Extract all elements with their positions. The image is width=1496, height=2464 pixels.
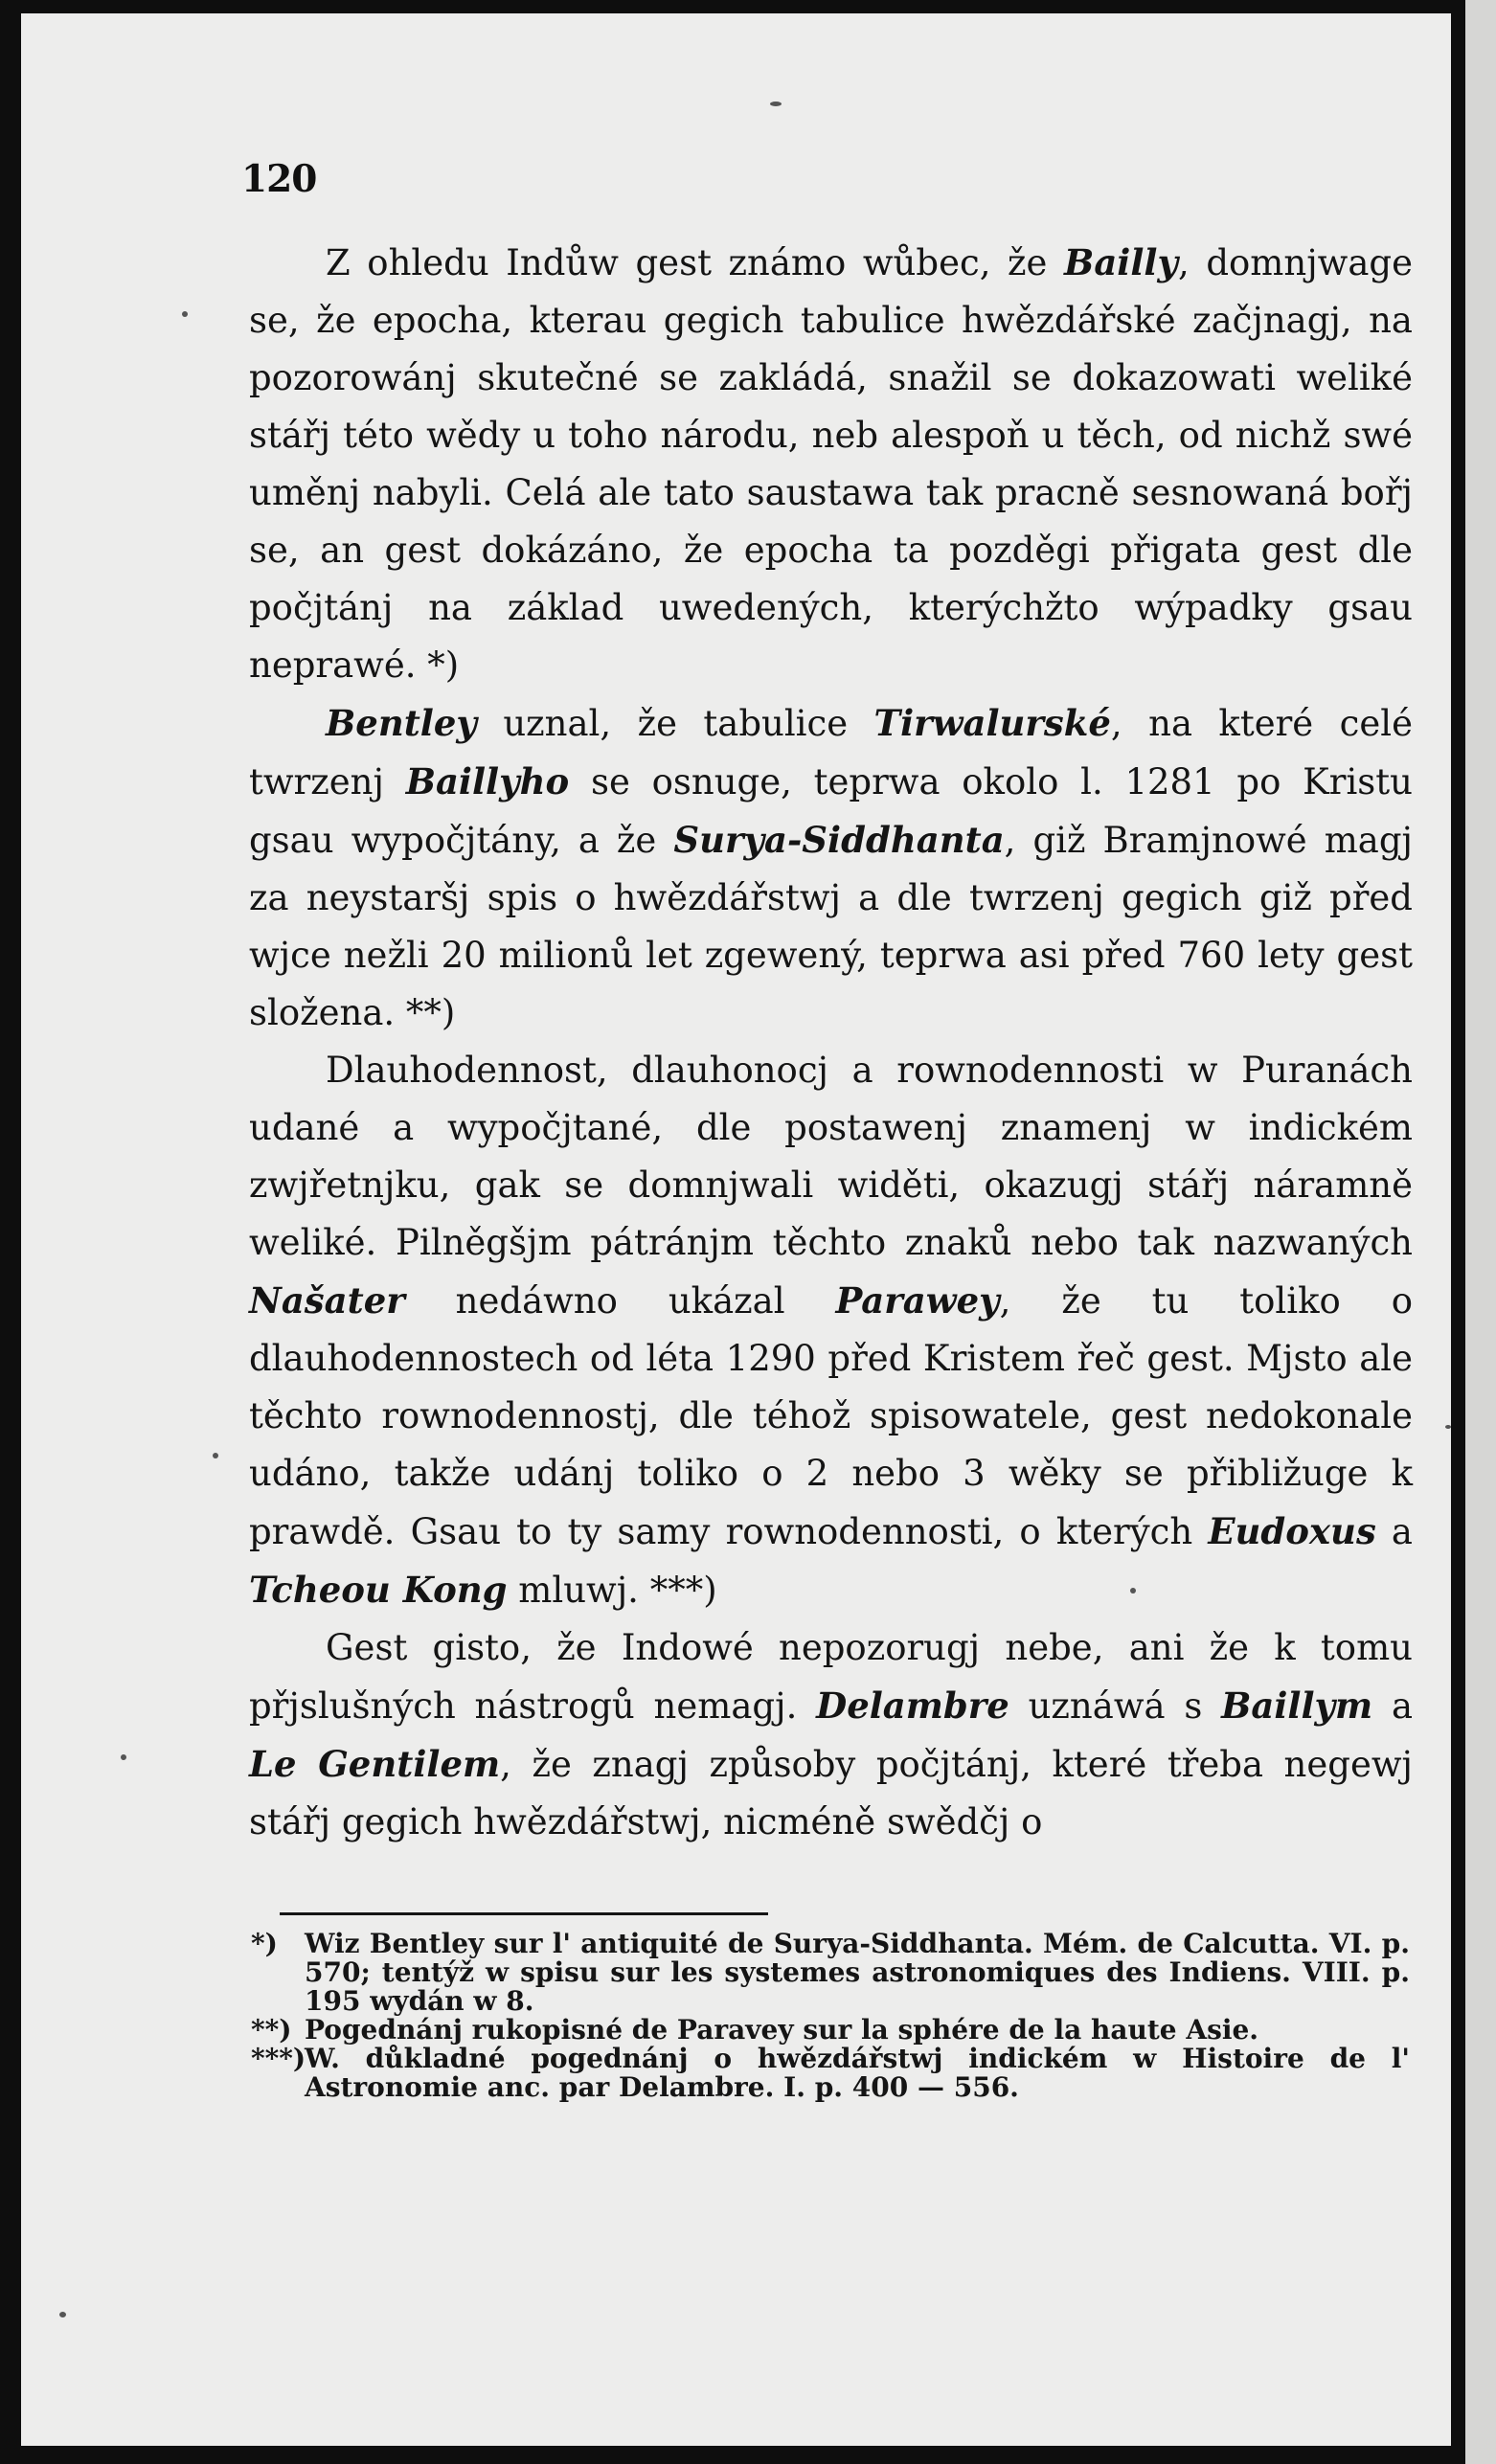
text-run: Gest gisto, že Indowé nepozorugj nebe, ani že k tomu přjslušných nástrogů nemagj. [249,1627,1413,1727]
paragraph [249,234,1413,694]
body-text [249,234,1413,1851]
paper-speck [121,1754,126,1760]
footnote-text: Pogednánj rukopisné de Paravey sur la sphére de la haute Asie. [305,2014,1259,2046]
footnote-mark: ***) [251,2043,306,2074]
paper-speck [1130,1588,1136,1594]
text-run: , na které celé twrzenj [249,703,1413,802]
italic-name: Tcheou Kong [249,1569,508,1611]
paper-speck [770,102,782,106]
text-run: , giž Bramjnowé magj za neystaršj spis o hwězdářstwj a dle twrzenj gegich giž před wjce nežli 20 milionů let zgewený, teprwa asi před 760 lety gest složena. **) [249,820,1413,1033]
text-run: uznal, že tabulice [476,703,874,744]
page-number: 120 [241,157,317,201]
book-page [21,13,1451,2446]
text-run: a [1375,1511,1413,1552]
italic-name: Tirwalurské [873,702,1111,744]
footnote [251,2016,1410,2045]
italic-name: Le Gentilem [249,1743,501,1785]
italic-name: Bentley [326,702,477,744]
text-run: nedáwno ukázal [404,1280,836,1322]
paper-speck [213,1453,218,1458]
footnote-separator [280,1912,768,1915]
paper-speck [182,311,188,317]
text-run: a [1372,1685,1414,1727]
footnote-mark: *) [251,1928,278,1959]
italic-name: Eudoxus [1208,1510,1376,1552]
italic-name: Našater [249,1279,405,1322]
text-run: uznáwá s [1009,1685,1222,1727]
text-run: Z ohledu Indůw gest známo wůbec, že [326,242,1065,283]
footnote [251,2045,1410,2102]
italic-name: Surya-Siddhanta [673,819,1005,861]
italic-name: Baillyho [405,760,570,802]
italic-name: Parawey [835,1279,1000,1322]
paragraph [249,1619,1413,1851]
paper-speck [59,2312,66,2317]
footnote-text: Wiz Bentley sur l' antiquité de Surya-Siddhanta. Mém. de Calcutta. VI. p. 570; tentýž w spisu sur les systemes astronomiques des Indiens. VIII. p. 195 wydán w 8. [305,1928,1410,2017]
italic-name: Delambre [816,1684,1009,1727]
text-run: , že tu toliko o dlauhodennostech od léta 1290 před Kristem řeč gest. Mjsto ale těchto rownodennostj, dle téhož spisowatele, gest nedokonale udáno, takže udánj toliko o 2 nebo 3 wěky se přibližuge k prawdě. Gsau to ty samy rownodennosti, o kterých [249,1280,1413,1552]
footnote-text: W. důkladné pogednánj o hwězdářstwj indickém w Histoire de l' Astronomie anc. par Delambre. I. p. 400 — 556. [305,2043,1410,2103]
text-run: Dlauhodennost, dlauhonocj a rownodennosti w Puranách udané a wypočjtané, dle postawenj znamenj w indickém zwjřetnjku, gak se domnjwali widěti, okazugj stářj náramně weliké. Pilněgšjm pátránjm těchto znaků nebo tak nazwaných [249,1050,1413,1263]
text-run: se osnuge, teprwa okolo l. 1281 po Kristu gsau wypočjtány, a že [249,761,1413,861]
italic-name: Bailly [1064,241,1178,283]
text-run: mluwj. ***) [507,1570,717,1611]
footnote-mark: **) [251,2014,292,2046]
paragraph [249,1042,1413,1619]
text-run: , že znagj způsoby počjtánj, které třeba negewj stářj gegich hwězdářstwj, nicméně swědčj o [249,1744,1413,1842]
italic-name: Baillym [1221,1684,1373,1727]
paragraph [249,694,1413,1042]
adjacent-page-edge [1465,0,1496,2464]
text-run: , domnjwage se, že epocha, kterau gegich tabulice hwězdářské začjnagj, na pozorowánj skutečné se zakládá, snažil se dokazowati weliké stářj této wědy u toho národu, neb alespoň u těch, od nichž swé uměnj nabyli. Celá ale tato saustawa tak pracně sesnowaná bořj se, an gest dokázáno, že epocha ta pozděgi přigata gest dle počjtánj na základ uwedených, kterýchžto wýpadky gsau neprawé. *) [249,242,1413,686]
footnotes [251,1930,1410,2102]
paper-speck [1445,1425,1451,1429]
footnote [251,1930,1410,2016]
